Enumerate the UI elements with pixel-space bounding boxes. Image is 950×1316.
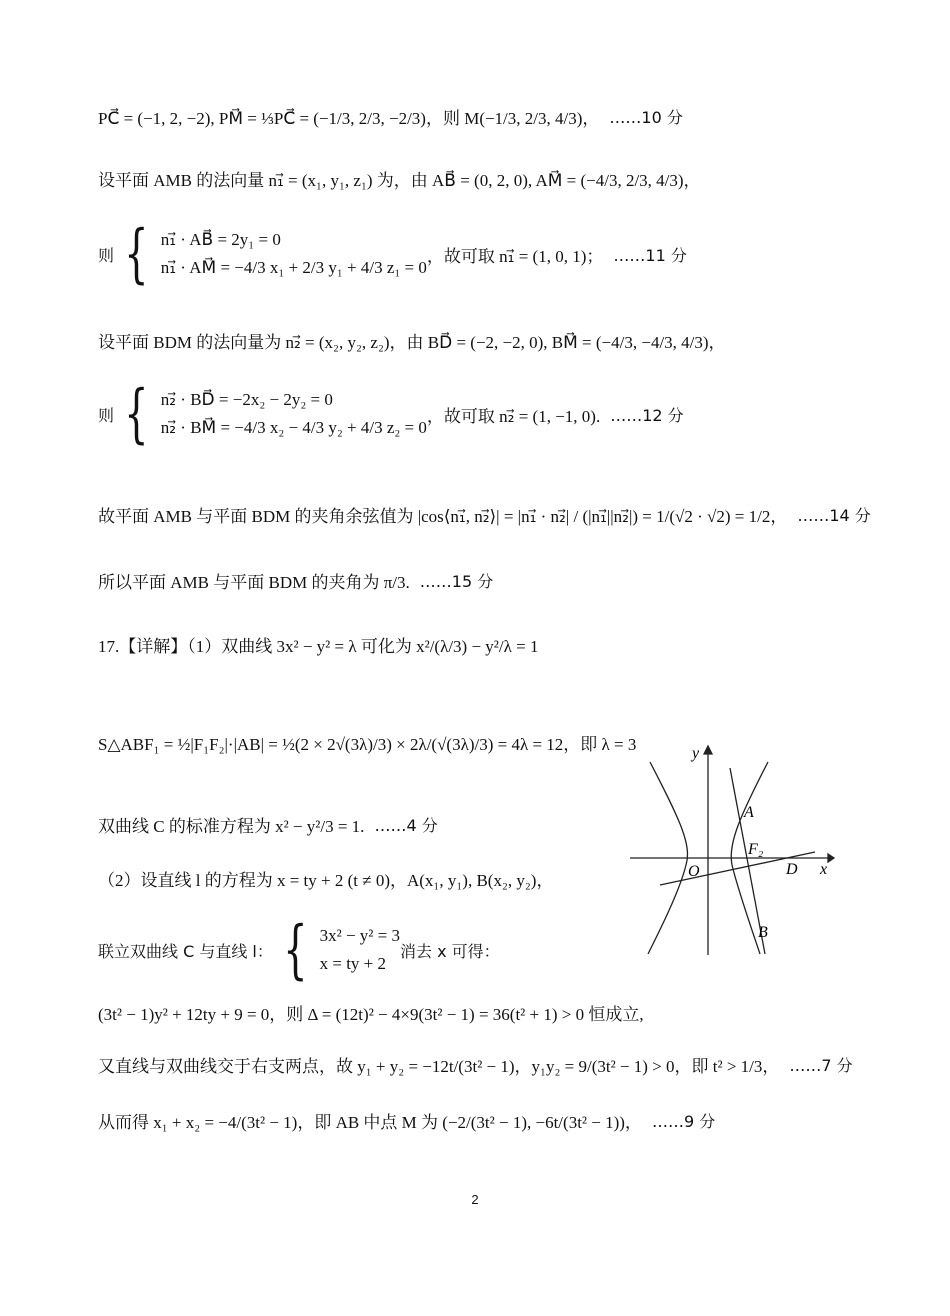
brace-icon: { (124, 217, 149, 291)
system-2-eq-1: n₂⃗ · BD⃗ = −2x₂ − 2y₂ = 0 (160, 390, 333, 409)
line-4 (98, 328, 726, 353)
system-1-eq-1: n₁⃗ · AB⃗ = 2y₁ = 0 (160, 230, 281, 249)
label-b: B (758, 924, 768, 941)
brace-icon: { (283, 913, 308, 987)
system-3-eq-1: 3x² − y² = 3 (319, 926, 400, 945)
line-14 (98, 1052, 853, 1077)
label-d: D (786, 861, 798, 878)
system-3-eq-2: x = ty + 2 (319, 954, 387, 973)
y-axis-arrow (704, 746, 712, 754)
line-5-system (98, 377, 684, 451)
score-11: ……11 分 (613, 245, 687, 265)
hyperbola-figure (620, 740, 840, 960)
line-11-math: （2）设直线 l 的方程为 x = ty + 2 (t ≠ 0)，A(x₁, y₁), B(x₂, y₂)， (98, 871, 554, 890)
system-1-eq-2: n₁⃗ · AM⃗ = −4/3 x₁ + 2/3 y₁ + 4/3 z₁ = 0 (160, 258, 427, 277)
label-y: y (692, 745, 700, 762)
score-15: ……15 分 (419, 572, 494, 591)
system-2-eq-2: n₂⃗ · BM⃗ = −4/3 x₂ − 4/3 y₂ + 4/3 z₂ = 0 (160, 418, 427, 437)
x-axis-arrow (828, 854, 834, 862)
brace-icon: { (124, 377, 149, 451)
line-10-math: 双曲线 C 的标准方程为 x² − y²/3 = 1. (98, 817, 365, 836)
line-1 (98, 104, 683, 129)
equation-system-3 (273, 913, 400, 987)
line-3-system (98, 217, 687, 291)
line-7-math: 所以平面 AMB 与平面 BDM 的夹角为 π/3. (98, 573, 410, 592)
line-9-math: S△ABF₁ = ½|F₁F₂|·|AB| = ½(2 × 2√(3λ)/3) × 2λ/(√(3λ)/3) = 4λ = 12，即 λ = 3 (98, 735, 637, 754)
equation-system-1 (114, 217, 427, 291)
line-8 (98, 632, 538, 657)
line-7 (98, 568, 493, 593)
label-f2: F₂ (748, 841, 764, 858)
score-12: ……12 分 (610, 405, 684, 425)
line-3-suffix: ，故可取 n₁⃗ = (1, 0, 1)； (426, 246, 604, 266)
line-13-math: (3t² − 1)y² + 12ty + 9 = 0，则 Δ = (12t)² − 4×9(3t² − 1) = 36(t² + 1) > 0 恒成立, (98, 1005, 644, 1024)
page-number: 2 (471, 1192, 479, 1207)
line-2 (98, 166, 701, 191)
line-1-math: PC⃗ = (−1, 2, −2), PM⃗ = ⅓PC⃗ = (−1/3, 2/3, −2/3)，则 M(−1/3, 2/3, 4/3)， (98, 109, 600, 128)
label-x: x (820, 861, 828, 878)
score-10: ……10 分 (609, 108, 683, 127)
line-5-prefix: 则 (98, 405, 115, 425)
score-9: ……9 分 (651, 1112, 716, 1131)
line-4-math: 设平面 BDM 的法向量为 n₂⃗ = (x₂, y₂, z₂)，由 BD⃗ = (−2, −2, 0), BM⃗ = (−4/3, −4/3, 4/3)， (98, 333, 726, 352)
line-11 (98, 866, 553, 891)
equation-system-2 (114, 377, 427, 451)
line-3-prefix: 则 (98, 245, 115, 265)
score-14: ……14 分 (797, 506, 871, 525)
line-12-suffix: 消去 x 可得： (399, 941, 500, 961)
line-13 (98, 1000, 644, 1025)
label-o: O (688, 863, 700, 880)
line-15-math: 从而得 x₁ + x₂ = −4/(3t² − 1)，即 AB 中点 M 为 (−2/(3t² − 1), −6t/(3t² − 1))， (98, 1113, 642, 1132)
line-8-math: 17.【详解】（1）双曲线 3x² − y² = λ 可化为 x²/(λ/3) − y²/λ = 1 (98, 637, 539, 656)
line-2-math: 设平面 AMB 的法向量 n₁⃗ = (x₁, y₁, z₁) 为，由 AB⃗ = (0, 2, 0), AM⃗ = (−4/3, 2/3, 4/3)， (98, 171, 701, 190)
score-4: ……4 分 (374, 816, 438, 835)
line-14-math: 又直线与双曲线交于右支两点，故 y₁ + y₂ = −12t/(3t² − 1)，y₁y₂ = 9/(3t² − 1) > 0，即 t² > 1/3， (98, 1057, 780, 1076)
line-9 (98, 730, 636, 755)
line-6-math: 故平面 AMB 与平面 BDM 的夹角余弦值为 |cos⟨n₁⃗, n₂⃗⟩| = |n₁⃗ · n₂⃗| / (|n₁⃗||n₂⃗|) = 1/(√2 · √2) = 1/2， (98, 507, 788, 526)
label-a: A (744, 804, 754, 821)
line-6 (98, 502, 871, 527)
line-5-suffix: ，故可取 n₂⃗ = (1, −1, 0). (426, 406, 601, 426)
line-15 (98, 1108, 715, 1133)
score-7: ……7 分 (789, 1056, 853, 1075)
line-12-system (98, 913, 500, 987)
line-10 (98, 812, 438, 837)
line-12-prefix: 联立双曲线 C 与直线 l： (98, 941, 273, 961)
